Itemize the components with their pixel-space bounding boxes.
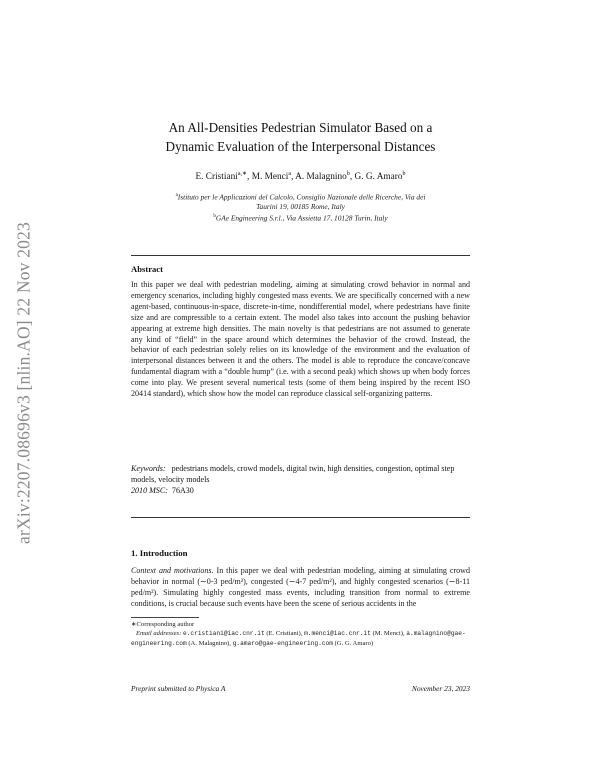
abstract-heading: Abstract	[131, 264, 163, 274]
title-line-2: Dynamic Evaluation of the Interpersonal Distances	[165, 139, 436, 154]
arxiv-stamp	[9, 198, 39, 568]
author-name: M. Menci	[251, 172, 289, 183]
intro-lead: Context and motivations.	[131, 566, 214, 575]
email-owner: (M. Menci),	[372, 630, 405, 638]
email-owner: (G. G. Amaro)	[334, 639, 374, 647]
abstract-text: In this paper we deal with pedestrian modeling, aiming at simulating crowd behavior in normal and emergency scenarios, including highly congested mass events. We are specifically concerned with a new agent-based, continuous-in-space, discrete-in-time, nondifferential model, where pedestrians have finite size and are compressible to a certain extent. The model also takes into account the pushing behavior appearing at extreme high densities. The main novelty is that pedestrians are not assumed to generate any kind of “field” in the space around which determines the behavior of the crowd. Instead, the behavior of each pedestrian solely relies on its knowledge of the environment and the evaluation of interpersonal distances between it and the others. The model is able to reproduce the concave/concave fundamental diagram with a “double hump” (i.e. with a second peak) which shows up when body forces come into play. We present several numerical tests (some of them being inspired by the recent ISO 20414 standard), which show how the model can reproduce classical self-organizing patterns.	[131, 280, 470, 399]
footnote-corresponding: ∗Corresponding author	[131, 621, 195, 628]
footer-date: November 23, 2023	[411, 684, 470, 693]
section-heading: 1. Introduction	[131, 548, 188, 558]
title-block	[131, 118, 470, 223]
keywords-label: Keywords:	[131, 464, 166, 473]
footnote-emails	[131, 629, 470, 648]
author-sup: a,∗	[237, 171, 248, 177]
footnote-rule	[131, 617, 199, 618]
title-line-1: An All-Densities Pedestrian Simulator Based on a	[168, 120, 433, 135]
author-sup: a	[288, 171, 292, 177]
keywords-block	[131, 464, 470, 497]
affil-b-sup: b	[213, 214, 216, 220]
keywords-text: pedestrians models, crowd models, digital twin, high densities, congestion, optimal step models, velocity models	[131, 464, 455, 484]
email-owner: (E. Cristiani),	[266, 630, 303, 638]
affiliations	[131, 191, 470, 223]
affil-a-line-1: Istituto per le Applicazioni del Calcolo, Consiglio Nazionale delle Ricerche, Via dei	[177, 192, 426, 202]
affil-b-line: GAe Engineering S.r.l., Via Assietta 17, 10128 Turin, Italy	[215, 213, 388, 223]
abstract-bottom-rule	[131, 517, 470, 518]
footer-preprint-note: Preprint submitted to Physica A	[131, 684, 226, 693]
email-link[interactable]: m.menci@iac.cnr.it	[304, 630, 371, 638]
msc-label: 2010 MSC:	[131, 485, 168, 495]
email-link[interactable]: a.malagnino@gae-engineering.com	[131, 630, 466, 647]
affil-a-line-2: Taurini 19, 00185 Rome, Italy	[256, 202, 345, 212]
intro-text: In this paper we deal with pedestrian modeling, aiming at simulating crowd behavior in normal (∼0-3 ped/m²), congested (∼4-7 ped/m²), and highly congested scenarios (∼8-11 ped/m²). Simulating highly congested mass events, including transition from normal to extreme conditions, is crucial because such events have been the scene of serious accidents in the	[131, 566, 471, 608]
footnotes	[131, 620, 470, 648]
author-sup: b	[346, 171, 350, 177]
author-name: A. Malagnino	[295, 172, 347, 183]
author-sup: b	[402, 171, 406, 177]
author-name: G. G. Amaro	[354, 172, 403, 183]
email-link[interactable]: e.cristiani@iac.cnr.it	[182, 630, 265, 638]
arxiv-stamp-text: arXiv:2207.08696v3 [nlin.AO] 22 Nov 2023	[13, 221, 34, 545]
email-owner: (A. Malagnino),	[188, 639, 232, 647]
abstract-top-rule	[131, 255, 470, 256]
author-name: E. Cristiani	[195, 172, 238, 183]
email-label: Email addresses:	[135, 630, 182, 638]
affil-a-sup: a	[175, 193, 178, 199]
paper-title	[131, 118, 470, 156]
author-list: E. Cristiani$^{a,∗}$, M. Menci$^a$, A. Malagnino$^b$, G. G. Amaro$^b$	[195, 171, 406, 183]
msc-text: 76A30	[171, 485, 194, 495]
email-link[interactable]: g.amaro@gae-engineering.com	[232, 639, 333, 647]
intro-paragraph	[131, 566, 470, 610]
